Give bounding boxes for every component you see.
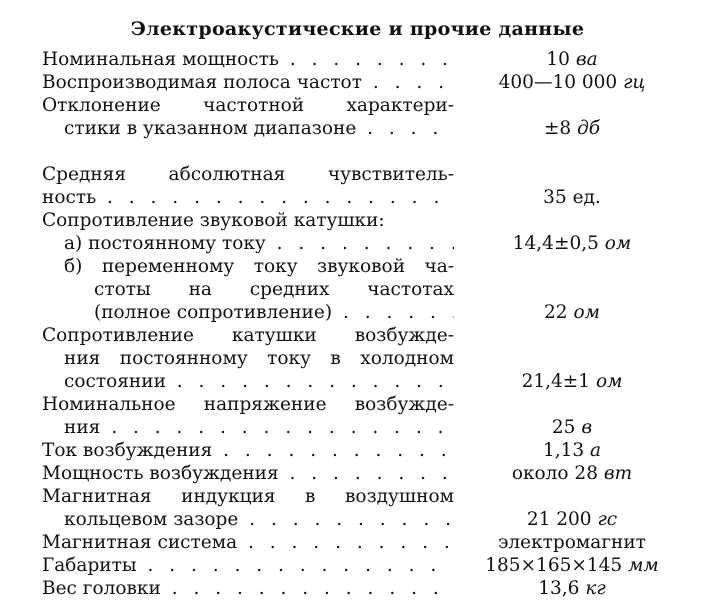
spec-label: а) постоянному току . . . <box>64 232 454 255</box>
spec-row <box>42 370 682 393</box>
spec-row <box>42 508 682 531</box>
spec-label: стики в указанном диапазоне . . . <box>64 117 454 140</box>
spec-value: 14,4±0,5 ом <box>512 233 632 254</box>
spec-row <box>42 94 682 117</box>
spec-value: 25 в <box>551 417 593 438</box>
spec-value: электромагнит <box>498 532 646 553</box>
spec-label: Габариты . . . <box>42 554 454 577</box>
spec-value: 13,6 кг <box>538 578 606 599</box>
spec-row <box>42 232 682 255</box>
spec-row <box>42 209 682 232</box>
spec-label: Номинальное напряжение возбужде- <box>42 394 454 415</box>
spec-label: ния . . . <box>64 416 454 439</box>
spec-row <box>42 255 682 278</box>
spec-row <box>42 71 682 94</box>
spec-row <box>42 554 682 577</box>
spec-row <box>42 186 682 209</box>
spec-label: Магнитная индукция в воздушном <box>42 486 454 507</box>
spec-list <box>42 48 682 600</box>
spec-label: б) переменному току звуковой ча- <box>64 256 454 277</box>
spacer <box>42 140 682 163</box>
spec-row <box>42 416 682 439</box>
spec-label: ность . . . <box>42 186 454 209</box>
spec-value: 185×165×145 мм <box>485 555 659 576</box>
spec-value: ±8 дб <box>543 118 601 139</box>
spec-value: 21,4±1 ом <box>521 371 623 392</box>
spec-row <box>42 531 682 554</box>
spec-label: кольцевом зазоре . . . <box>64 508 454 531</box>
spec-value: 22 ом <box>544 302 600 323</box>
spec-label: Отклонение частотной характери- <box>42 95 454 116</box>
spec-value: 1,13 а <box>542 440 602 461</box>
spec-row <box>42 577 682 600</box>
spec-value: 21 200 гс <box>526 509 618 530</box>
spec-label: Сопротивление звуковой катушки: <box>42 210 385 231</box>
spec-label: Вес головки . . . <box>42 577 454 600</box>
spec-label: Сопротивление катушки возбужде- <box>42 325 454 346</box>
spec-label: стоты на средних частотах <box>94 279 454 300</box>
spec-label: Номинальная мощность . . . <box>42 48 454 71</box>
spec-label: Средняя абсолютная чувствитель- <box>42 164 454 185</box>
spec-label: Ток возбуждения . . . <box>42 439 454 462</box>
spec-label: Магнитная система . . . <box>42 531 454 554</box>
spec-value: 35 ед. <box>543 187 601 208</box>
spec-row <box>42 117 682 140</box>
spec-row <box>42 278 682 301</box>
spec-row <box>42 163 682 186</box>
spec-value: 10 ва <box>546 49 598 70</box>
spec-value: около 28 вт <box>511 463 633 484</box>
spec-row <box>42 301 682 324</box>
spec-row <box>42 48 682 71</box>
spec-label: (полное сопротивление) . . . <box>94 301 454 324</box>
spec-row <box>42 439 682 462</box>
spec-label: состоянии . . . <box>64 370 454 393</box>
spec-label: Воспроизводимая полоса частот . . . <box>42 71 454 94</box>
spec-row <box>42 393 682 416</box>
spec-row <box>42 462 682 485</box>
spec-row <box>42 324 682 347</box>
section-title: Электроакустические и прочие данные <box>130 18 585 40</box>
spec-row <box>42 485 682 508</box>
spec-label: Мощность возбуждения . . . <box>42 462 454 485</box>
spec-label: ния постоянному току в холодном <box>64 348 454 369</box>
spec-row <box>42 347 682 370</box>
spec-value: 400—10 000 гц <box>498 72 646 93</box>
